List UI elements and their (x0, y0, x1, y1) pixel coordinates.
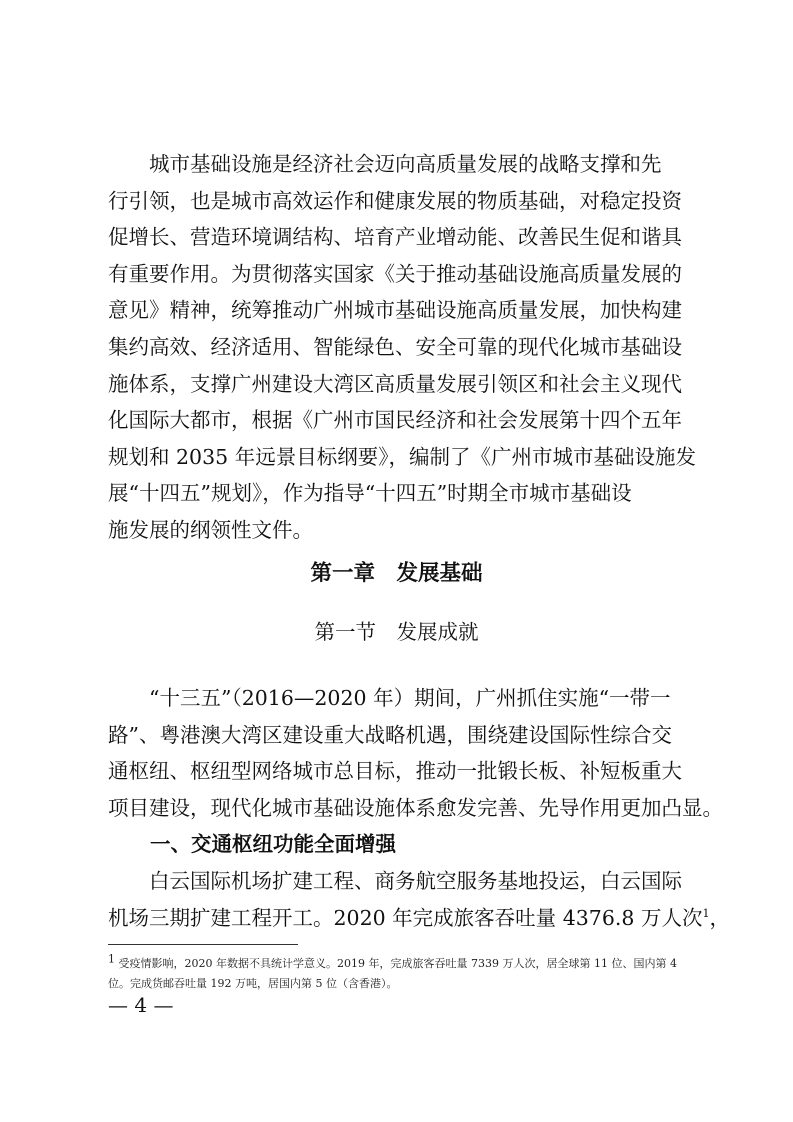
airport-paragraph (108, 863, 730, 936)
section-title: 第一节 发展成就 (314, 620, 479, 644)
paragraph-line: 路”、粤港澳大湾区建设重大战略机遇，围绕建设国际性综合交 (108, 722, 672, 747)
footnote (108, 954, 698, 994)
paragraph-line: “十三五”（2016—2020 年）期间，广州抓住实施“一带一 (108, 686, 671, 710)
paragraph-line: 通枢纽、枢纽型网络城市总目标，推动一批锻长板、补短板重大 (108, 759, 682, 784)
chapter-title: 第一章 发展基础 (310, 561, 483, 586)
page-number: — 4 — (108, 993, 174, 1017)
intro-line: 有重要作用。为贯彻落实国家《关于推动基础设施高质量发展的 (108, 261, 682, 286)
intro-line: 城市基础设施是经济社会迈向高质量发展的战略支撑和先 (108, 152, 662, 176)
intro-line: 行引领，也是城市高效运作和健康发展的物质基础，对稳定投资 (108, 188, 682, 213)
footnote-divider (108, 944, 298, 945)
footnote-line (108, 954, 698, 974)
intro-line: 集约高效、经济适用、智能绿色、安全可靠的现代化城市基础设 (108, 334, 682, 359)
subsection-heading: 一、交通枢纽功能全面增强 (150, 832, 396, 856)
intro-line: 展“十四五”规划》，作为指导“十四五”时期全市城市基础设 (108, 481, 632, 506)
intro-line: 化国际大都市，根据《广州市国民经济和社会发展第十四个五年 (108, 408, 682, 433)
achievements-paragraph (108, 680, 723, 826)
intro-line: 规划和 2035 年远景目标纲要》，编制了《广州市城市基础设施发 (108, 444, 696, 469)
intro-line: 施体系，支撑广州建设大湾区高质量发展引领区和社会主义现代 (108, 371, 682, 396)
paragraph-line-tail: ， (709, 905, 730, 930)
paragraph-line: 项目建设，现代化城市基础设施体系愈发完善、先导作用更加凸显。 (108, 795, 723, 820)
intro-paragraph (108, 146, 698, 549)
paragraph-line: 白云国际机场扩建工程、商务航空服务基地投运，白云国际 (108, 869, 682, 893)
paragraph-line (108, 900, 730, 937)
footnote-text: 受疫情影响，2020 年数据不具统计学意义。2019 年，完成旅客吞吐量 7339 万人次，居全球第 11 位、国内第 4 (115, 957, 677, 970)
intro-line: 意见》精神，统筹推动广州城市基础设施高质量发展，加快构建 (108, 298, 682, 323)
intro-line: 促增长、营造环境调结构、培育产业增动能、改善民生促和谐具 (108, 225, 682, 250)
intro-line: 施发展的纲领性文件。 (108, 517, 313, 542)
footnote-line: 位。完成货邮吞吐量 192 万吨，居国内第 5 位（含香港）。 (108, 977, 398, 990)
footnote-marker: 1 (108, 952, 115, 966)
footnote-ref[interactable]: 1 (702, 906, 710, 920)
paragraph-line-text: 机场三期扩建工程开工。2020 年完成旅客吞吐量 4376.8 万人次 (108, 905, 703, 930)
